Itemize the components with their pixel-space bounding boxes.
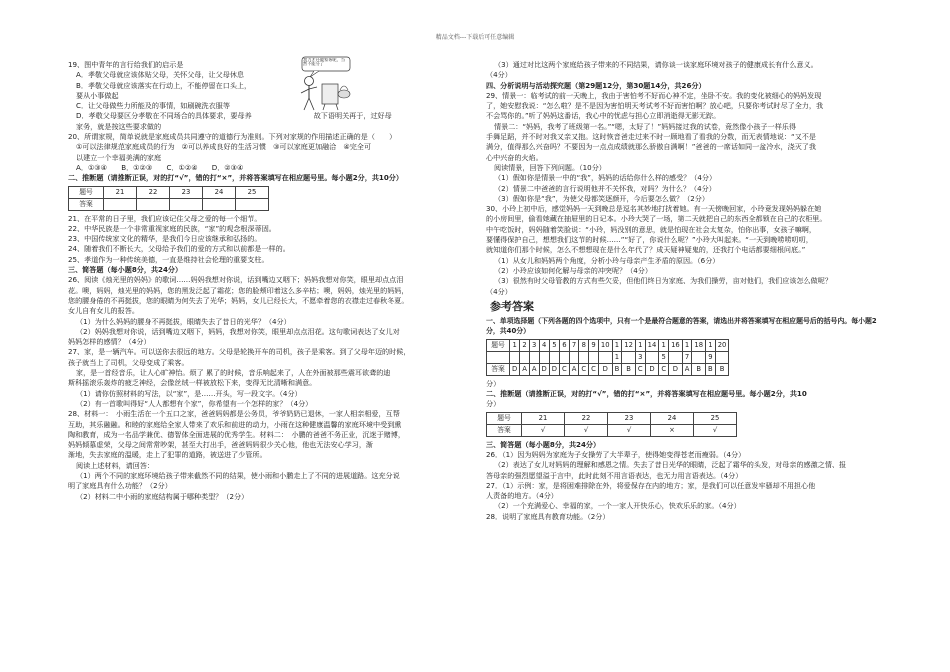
q29-text: 29、情景一：临考试的前一天晚上，我由于害怕考不好而心神不定，坐卧不安。我的变化被细心的妈妈发现 <box>486 90 822 100</box>
q20-options: A．①③④ B．①②③ C．①②④ D．②③④ <box>76 162 244 172</box>
choice-num-cell: 1 <box>612 351 622 363</box>
q29-sub: （2）情景二中爸爸的言行说明他并不关怀我，对吗？为什么？（4分） <box>494 183 716 193</box>
choice-num-cell: 6 <box>560 339 570 351</box>
judge-key-num: 22 <box>565 412 608 424</box>
q19-option-b: B．孝敬父母就应该落实在行动上，不能停留在口头上， <box>76 80 252 90</box>
choice-num-cell: 14 <box>645 339 659 351</box>
q30-sub: （4分） <box>486 286 512 296</box>
choice-num-cell: 1 <box>682 339 692 351</box>
q30-text: 中午吃饭时，妈妈随着笑脸说：“小玲，妈没别的意思，就是怕现在社会太复杂，怕你出事，女孩子嘛啊， <box>486 224 816 234</box>
judge-key-num: 23 <box>608 412 651 424</box>
section-4-title: 四、分析说明与活动探究题（第29题12分，第30题14分，共26分） <box>486 80 706 90</box>
choice-num-cell <box>487 351 510 363</box>
choice-num-cell: 10 <box>598 339 612 351</box>
choice-num-cell: 1 <box>612 339 622 351</box>
left-column <box>68 57 468 502</box>
q27-text: 27、家，是一辆汽车。可以送你去很远的地方。父母是轮换开车的司机，孩子是乘客。到了父母年迈的时候， <box>68 347 411 357</box>
cartoon-illustration <box>292 56 354 112</box>
q30-text: 就知道你们那个时候，怎么不想想现在是什么年代了？成天疑神疑鬼的，还我打个电话都要细根问底。” <box>486 245 806 255</box>
judge-answer-cell[interactable] <box>236 198 269 210</box>
judge-key-value: × <box>651 424 694 436</box>
q28-text: 互助，其乐融融。和睦的家庭给全家人带来了欢乐和前进的动力，小雨在这种健康温馨的家庭环境中受到熏 <box>68 419 402 429</box>
q19-option-d-text: D．孝敬父母要区分孝敬在不同场合的具体要求，要母养 <box>76 111 252 121</box>
choice-num-cell: 5 <box>549 339 559 351</box>
choice-answer-cell: 答案 <box>487 363 510 375</box>
q27-text: 斯科摇滚乐轰炸的疲乏神经，会像丝绒一样被放松下来，变得无比清晰和满意。 <box>68 378 317 388</box>
q30-sub: （1）从女儿和妈妈两个角度，分析小玲与母亲产生矛盾的原因。（6分） <box>494 255 720 265</box>
q27-text: 家，是一首经音乐，让人心旷神怡。烦了 累了的时候，音乐响起来了，人在外面被那些震耳欲聋的迪 <box>76 368 391 378</box>
q30-text: 要懂得保护自己，想想我们这节的时候……”“好了，你说什么呢？”小玲大叫起来。“一天到晚唠唠叨叨， <box>486 235 813 245</box>
q30-sub: （2）小玲应该如何化解与母亲的冲突呢？（4分） <box>494 265 652 275</box>
q26-text: 花。噢，妈妈，烛光里的妈妈，您的黑发泛起了霜花；您的脸颊印着这么多辛枯；噢，妈妈，烛光里的妈妈， <box>68 285 409 295</box>
answer-line: 人责备的地方。（4分） <box>486 491 558 501</box>
q26-sub: 妈妈怎样的感情？（4分） <box>68 337 151 347</box>
choice-answer-cell: C <box>589 363 599 375</box>
q20-statements: ①可以法律规范家庭成员的行为 ②可以养成良好的生活习惯 ③可以家庭更加融洽 ④完全可 <box>76 142 371 152</box>
choice-num-cell: 1 <box>510 339 520 351</box>
judge-key-num: 题号 <box>487 412 522 424</box>
answers-section-3-title: 三、简答题（每小题8分，共24分） <box>486 439 601 449</box>
cartoon-speech-text: 我力才还做家务呢，当然不能分了 <box>303 57 345 67</box>
choice-answer-cell: B <box>692 363 706 375</box>
choice-num-cell <box>529 351 539 363</box>
choice-num-cell: 1 <box>635 339 645 351</box>
answer-line: （2）表达了女儿对妈妈的理解和感恩之情。失去了昔日光华的眼睛，泛起了霜华的头发，对母亲的感激之情、报 <box>494 460 847 470</box>
q19-option-a: A．孝敬父母就应该体贴父母，关怀父母，让父母休息 <box>76 70 245 80</box>
judge-key-value: √ <box>565 424 608 436</box>
choice-num-cell: 7 <box>569 339 579 351</box>
page-header: 精品文档---下载后可任意编辑 <box>435 34 515 41</box>
q28-sub: 阅读上述材料，请回答： <box>76 460 155 470</box>
choice-answer-cell: C <box>579 363 589 375</box>
judge-key-value: 答案 <box>487 424 522 436</box>
q30-text: 30、小玲上初中后，感觉妈妈一天到晚总是逗名其妙地打扰着她。有一天傍晚回家，小玲竟发现妈妈躲在她 <box>486 204 822 214</box>
q29-text: 手舞足蹈，并不时对我又亲又抱。这时恢音爸走过来不时一顾地看了看我的分数，而无表情地说：“又不是 <box>486 132 816 142</box>
judge-item-22: 22、中华民族是一个非常重视家庭的民族，“家”的观念根深蒂固。 <box>68 223 276 233</box>
answers-section-2-title-cont: 分） <box>486 399 501 409</box>
choice-answer-cell: C <box>560 363 570 375</box>
choice-num-cell: 3 <box>635 351 645 363</box>
q19-option-c: C．让父母做些力所能及的事情，如刷碗洗衣服等 <box>76 101 230 111</box>
judge-key-num: 21 <box>522 412 565 424</box>
choice-answer-cell: B <box>612 363 622 375</box>
choice-answer-cell: B <box>715 363 729 375</box>
answer-line: 答母亲的强烈愿望溢于言中，此时此刻不用言语表达，也无力用言语表达。（4分） <box>486 470 743 480</box>
choice-answer-cell: A <box>569 363 579 375</box>
choice-answer-cell: D <box>510 363 520 375</box>
choice-num-cell <box>622 351 636 363</box>
judge-header-cell: 题号 <box>69 186 104 198</box>
choice-num-cell <box>520 351 530 363</box>
q28-sub: （1）两个不同的家庭环境给孩子带来截然不同的结果，使小雨和小鹏走上了不同的进展道路。这充分说 <box>76 470 400 480</box>
q28-sub: （2）材料二中小雨的家庭结构属于哪种类型？（2分） <box>76 491 249 501</box>
q28-text: 妈妈倾慕虚荣，父母之间常常吵架，甚至大打出手，爸爸妈妈很少关心他，他也无法安心学习，渐 <box>68 440 374 450</box>
judge-key-value: √ <box>694 424 737 436</box>
judge-header-cell: 23 <box>170 186 203 198</box>
judge-key-num: 24 <box>651 412 694 424</box>
choice-num-cell <box>579 351 589 363</box>
choice-num-cell: 3 <box>529 339 539 351</box>
choice-num-cell: 1 <box>706 339 716 351</box>
judge-key-value: √ <box>608 424 651 436</box>
judge-item-25: 25、孝道作为一种传统美德，一直是维持社会伦理的重要支柱。 <box>68 254 269 264</box>
judge-item-21: 21、在平常的日子里，我们应该记住父母之爱的每一个细节。 <box>68 213 262 223</box>
choice-num-cell: 16 <box>669 339 683 351</box>
q26-text: 您的腰身倦的不再挺拔，您的眼睛为何失去了光华；妈妈，女儿已经长大，不愿牵着您的衣襟走过春秋冬夏。 <box>68 295 409 305</box>
choice-num-cell: 9 <box>589 339 599 351</box>
choice-num-cell <box>598 351 612 363</box>
judge-key-num: 25 <box>694 412 737 424</box>
choice-answer-cell: B <box>706 363 716 375</box>
choice-answer-cell: A <box>529 363 539 375</box>
section-2-title: 二、推断题（请推断正误，对的打“√”，错的打“×”，并将答案填写在相应题号里。每小题2分，共10分） <box>68 173 403 183</box>
judge-item-23: 23、中国传统家文化的精华，是我们今日应该继承和弘扬的。 <box>68 234 262 244</box>
q29-text: 情景二：“妈妈，我考了班级第一名。”“嗯，太好了！”妈妈接过我的试卷，竟然像小孩子一样乐得 <box>494 121 796 131</box>
choice-num-cell <box>549 351 559 363</box>
q29-text: 满分，值得那么兴奋吗？不要因为一点点成绩就那么骄傲自满啊！”爸爸的一席话如同一盆冷水，浇灭了我 <box>486 142 816 152</box>
q28-text: 28、材料一： 小雨生活在一个五口之家，爸爸妈妈都是公务员，爷爷奶奶已退休，一家人相亲相爱，互帮 <box>68 409 400 419</box>
q28-text: 陶和教育，成为一名品学兼优、德智体全面进展的优秀学生。材料二： 小鹏的爸爸不务正业，沉迷于赌博， <box>68 429 405 439</box>
q28-sub: 明了家庭具有什么功能？（2分） <box>68 481 172 491</box>
q29-sub: （3）假如你是“我”，为使父母都笑逐颜开，今后要怎么做？（2分） <box>494 193 709 203</box>
choice-answer-cell: D <box>549 363 559 375</box>
judge-header-cell: 25 <box>236 186 269 198</box>
choice-num-cell <box>560 351 570 363</box>
q29-sub: （1）假如你是情景一中的“我”，妈妈的话给你什么样的感受？（4分） <box>494 173 717 183</box>
judge-header-cell: 22 <box>137 186 170 198</box>
choice-num-cell: 4 <box>539 339 549 351</box>
answer-line: 28．说明了家庭具有教育功能。（2分） <box>486 511 610 521</box>
q20-stem: 20、所谓家规，简单说就是家庭成员共同遵守的道德行为准则。下列对家规的作用描述正确的是（ ） <box>68 132 397 142</box>
choice-num-cell: 12 <box>622 339 636 351</box>
q19-option-d-cont: 家务，就是按这些要求做的 <box>76 121 162 131</box>
choice-answer-cell: D <box>669 363 683 375</box>
choice-num-cell: 18 <box>692 339 706 351</box>
right-column <box>486 60 886 522</box>
choice-num-cell: 2 <box>520 339 530 351</box>
judge-key-value: √ <box>522 424 565 436</box>
choice-answer-cell: D <box>645 363 659 375</box>
choice-num-cell: 20 <box>715 339 729 351</box>
choice-num-cell: 5 <box>659 351 669 363</box>
choice-answer-cell: A <box>520 363 530 375</box>
q30-text: 的小房间里，偷看她藏在抽屉里的日记本。小玲大哭了一场，第二天就把自己的东西全都锁在自己的衣柜里。 <box>486 214 827 224</box>
q30-sub: （3）很然有时父母管教的方式有些欠妥，但他们终日为家庭、为我们操劳，亩对他们，我们应该怎么做呢？ <box>494 276 832 286</box>
q26-text: 女儿自有女儿的报答。 <box>68 306 139 316</box>
q29-text: 了，她安慰我说：“怎么啦？是不是因为害怕明天考试考不好而害怕啊？放心吧，只要你考试时尽了全力，我 <box>486 101 824 111</box>
q20-statements-cont: 以建立一个幸福美满的家庭 <box>76 152 162 162</box>
q27-text: 孩子就当上了司机，父母变成了乘客。 <box>68 357 189 367</box>
q27-sub: （2）有一首歌叫得好“人人都想有个家”，你希望有一个怎样的家？（4分） <box>76 398 313 408</box>
q26-sub: （2）妈妈我想对你说，话到嘴边又咽下，妈妈，我想对你笑，眼里却点点泪花。这句歌词表达了女儿对 <box>76 326 400 336</box>
judge-item-24: 24、随着我们不断长大，父母给予我们的爱的方式和以前都是一样的。 <box>68 244 290 254</box>
answer-line: （2）一个充满爱心、幸福的家，一个一家人开快乐心，快欢乐乐的家。（4分） <box>494 501 741 511</box>
choice-num-cell <box>669 351 683 363</box>
choice-num-cell: 8 <box>579 339 589 351</box>
choice-answer-table <box>486 339 729 376</box>
q26-text: 26、阅读《烛光里的妈妈》的歌词……妈妈我想对你说，话到嘴边又咽下；妈妈我想对你笑，眼里却点点泪 <box>68 275 404 285</box>
judge-header-cell: 24 <box>203 186 236 198</box>
choice-num-cell <box>715 351 729 363</box>
judge-answer-table <box>68 186 269 211</box>
choice-num-cell <box>539 351 549 363</box>
q19-stem: 19、图中青年的言行给我们的启示是 <box>68 60 184 69</box>
choice-num-cell: 9 <box>706 351 716 363</box>
q28-text: 渐地，失去家庭的温暖，走上了犯罪的道路，被送进了少管所。 <box>68 450 267 460</box>
choice-answer-cell: B <box>622 363 636 375</box>
choice-num-cell: 7 <box>682 351 692 363</box>
q28-sub-3-points: （4分） <box>486 70 512 80</box>
choice-num-cell: 1 <box>659 339 669 351</box>
q28-sub-3: （3）通过对比这两个家庭给孩子带来的不同结果，请你谈一谈家庭环境对孩子的健康成长有什么意义。 <box>494 60 818 69</box>
choice-answer-cell: C <box>635 363 645 375</box>
judge-answer-cell[interactable] <box>203 198 236 210</box>
choice-num-cell <box>510 351 520 363</box>
answer-line: 26．（1）因为妈妈为家庭为子女操劳了大半辈子，使得她变得苍老而瘦弱。（4分） <box>486 449 746 459</box>
judge-header-cell: 21 <box>104 186 137 198</box>
choice-num-cell <box>589 351 599 363</box>
q29-text: 心中兴奋的火焰。 <box>486 152 543 162</box>
choice-num-cell: 题号 <box>487 339 510 351</box>
judge-answer-cell[interactable] <box>170 198 203 210</box>
choice-num-cell <box>692 351 706 363</box>
answers-section-1-points: 分） <box>486 378 501 388</box>
judge-answer-cell[interactable] <box>137 198 170 210</box>
choice-num-cell <box>569 351 579 363</box>
judge-answer-cell[interactable] <box>104 198 137 210</box>
answers-section-2-title: 二、推断题（请推断正误，对的打“√”，错的打“×”，并将答案填写在相应题号里。每小题2分，共10 <box>486 389 807 399</box>
q27-sub: （1）请你仿照材料的写法，以“家”，是……开头，写一段文字。（4分） <box>76 388 302 398</box>
q19-option-d-tail: 故下语明关再于，过好母 <box>313 111 392 121</box>
question-19 <box>68 57 468 132</box>
answer-line: 27．（1）示例：家，是将困难排除在外，将爱保存在内的地方；家，是我们可以任意发牢骚却不用担心他 <box>486 480 816 490</box>
q19-option-d <box>68 111 468 121</box>
answers-section-1-title: 一、单项选择题（下列各题的四个选项中，只有一个是最符合题意的答案，请选出并将答案填写在相应题号后的括号内。每小题2分，共40分） <box>486 317 877 336</box>
q19-option-b-cont: 要从小事做起 <box>76 90 119 100</box>
section-3-title: 三、简答题（每小题8分，共24分） <box>68 265 183 275</box>
choice-answer-cell: D <box>598 363 612 375</box>
q29-text: 不会骂你的。”听了妈妈这番话，我心中的忧虑与担心立即消逝得无影无踪。 <box>486 111 721 121</box>
choice-answer-cell: A <box>682 363 692 375</box>
q29-text: 阅读情景，回答下列问题。（10分） <box>494 162 606 172</box>
q26-sub: （1）为什么妈妈的腰身不再挺拔，眼睛失去了昔日的光华？（4分） <box>76 316 291 326</box>
choice-answer-cell: D <box>539 363 549 375</box>
judge-key-table <box>486 412 737 437</box>
choice-answer-cell: C <box>659 363 669 375</box>
choice-num-cell <box>645 351 659 363</box>
judge-answer-label: 答案 <box>69 198 104 210</box>
answers-title: 参考答案 <box>490 299 534 313</box>
